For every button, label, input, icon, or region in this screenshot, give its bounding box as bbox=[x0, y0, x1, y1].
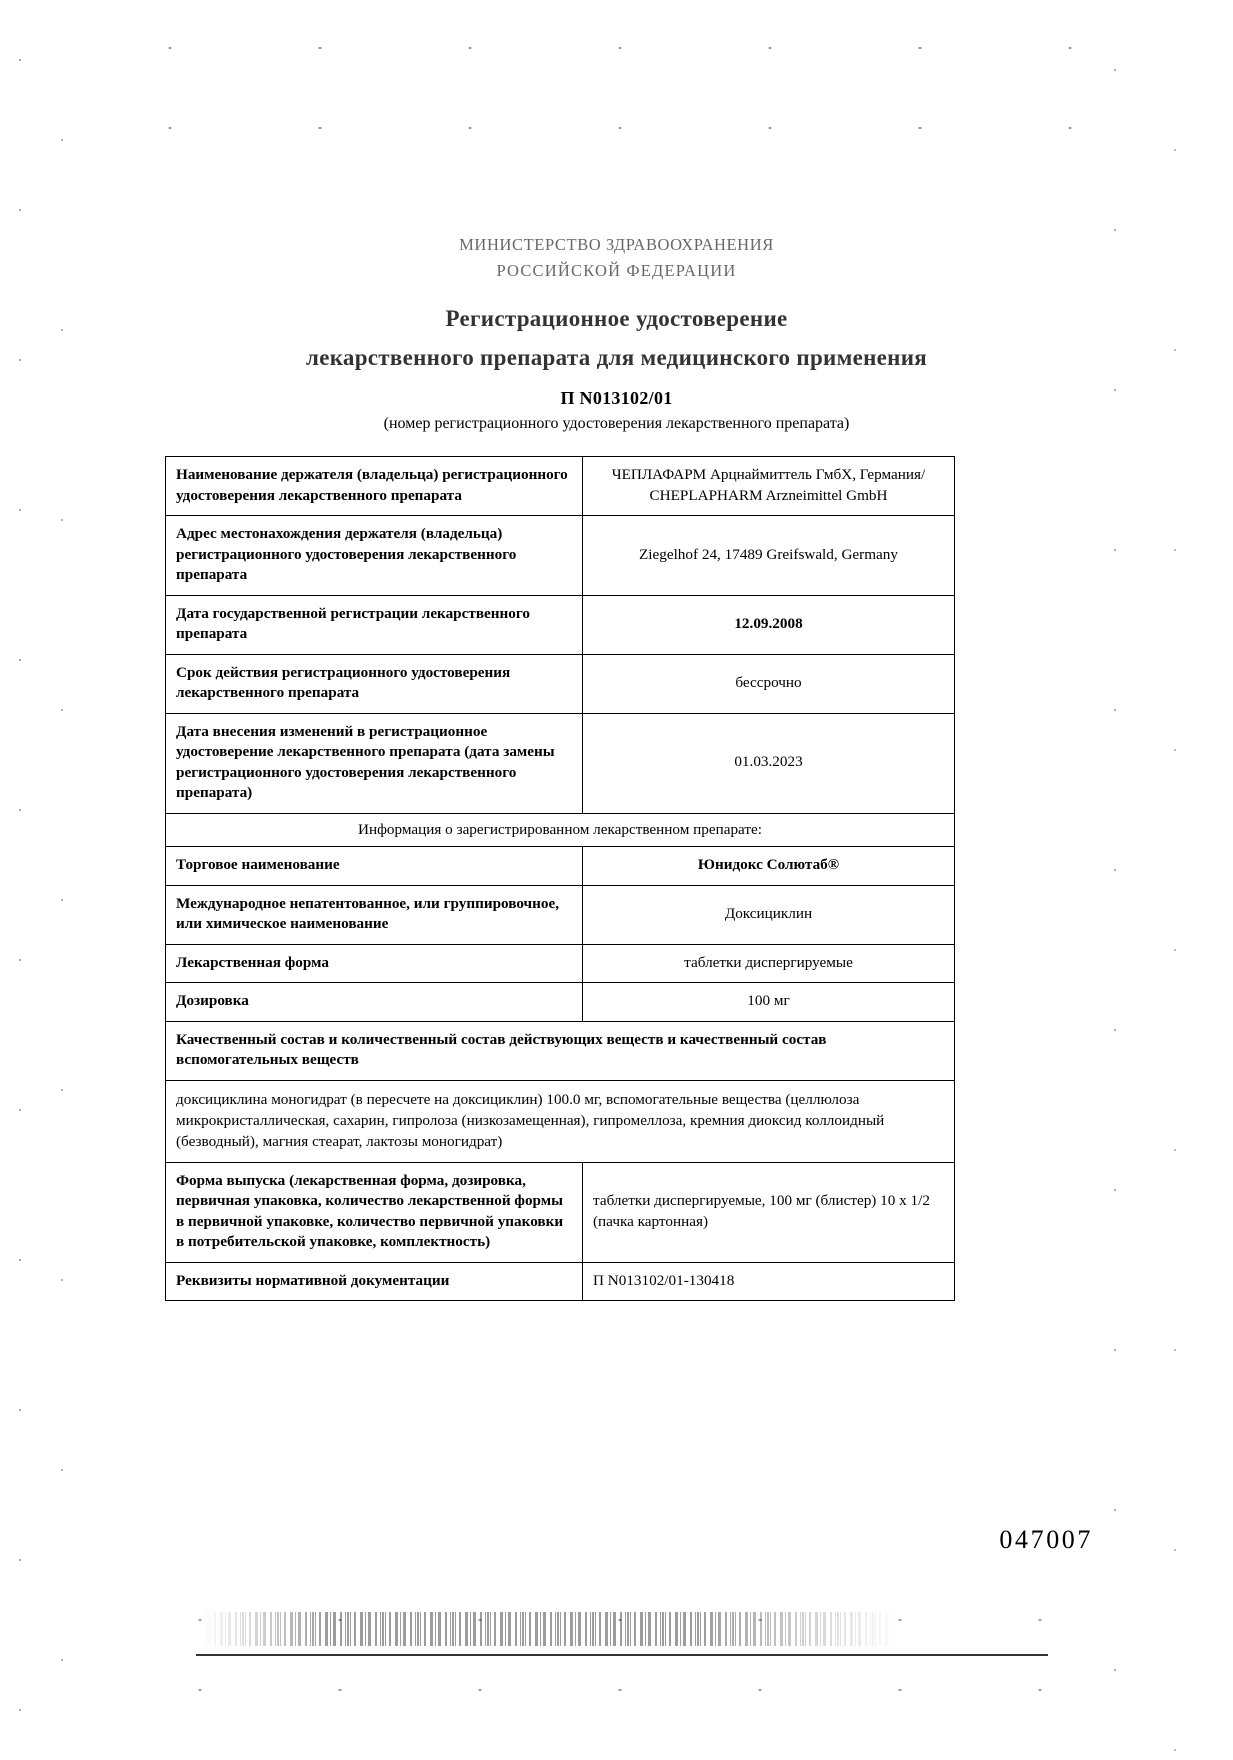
table-row bbox=[166, 847, 955, 886]
ministry-line-2: РОССИЙСКОЙ ФЕДЕРАЦИИ bbox=[496, 261, 737, 280]
table-row bbox=[166, 944, 955, 983]
row-value-registration-date: 12.09.2008 bbox=[583, 595, 955, 654]
bottom-horizontal-rule bbox=[196, 1654, 1048, 1656]
row-value-trade-name: Юнидокс Солютаб® bbox=[583, 847, 955, 886]
ministry-line-1: МИНИСТЕРСТВО ЗДРАВООХРАНЕНИЯ bbox=[459, 235, 774, 254]
table-row bbox=[166, 516, 955, 596]
row-value-dosage: 100 мг bbox=[583, 983, 955, 1022]
table-composition-text-row bbox=[166, 1080, 955, 1162]
row-label-validity-period: Срок действия регистрационного удостоверения лекарственного препарата bbox=[166, 654, 583, 713]
scan-noise-top bbox=[130, 28, 1100, 148]
registration-number: П N013102/01 bbox=[560, 388, 673, 408]
row-label-dosage: Дозировка bbox=[166, 983, 583, 1022]
table-row bbox=[166, 1162, 955, 1262]
ministry-heading bbox=[0, 232, 1233, 284]
row-value-validity-period: бессрочно bbox=[583, 654, 955, 713]
table-row bbox=[166, 713, 955, 813]
certificate-details-table bbox=[165, 456, 955, 1301]
registration-number-caption: (номер регистрационного удостоверения лекарственного препарата) bbox=[383, 415, 850, 432]
section-divider-label: Информация о зарегистрированном лекарственном препарате: bbox=[166, 813, 955, 847]
table-row bbox=[166, 457, 955, 516]
row-value-package-form: таблетки диспергируемые, 100 мг (блистер) 10 х 1/2 (пачка картонная) bbox=[583, 1162, 955, 1262]
scan-smear-bottom bbox=[200, 1612, 900, 1646]
row-label-trade-name: Торговое наименование bbox=[166, 847, 583, 886]
row-label-registration-date: Дата государственной регистрации лекарственного препарата bbox=[166, 595, 583, 654]
row-label-normative-docs: Реквизиты нормативной документации bbox=[166, 1262, 583, 1301]
table-row bbox=[166, 654, 955, 713]
table-section-divider-row bbox=[166, 813, 955, 847]
document-title-line-2: лекарственного препарата для медицинского применения bbox=[305, 345, 927, 370]
row-label-holder-name: Наименование держателя (владельца) регистрационного удостоверения лекарственного препарата bbox=[166, 457, 583, 516]
table-row bbox=[166, 885, 955, 944]
row-value-amendment-date: 01.03.2023 bbox=[583, 713, 955, 813]
composition-text: доксициклина моногидрат (в пересчете на доксициклин) 100.0 мг, вспомогательные вещества (целлюлоза микрокристаллическая, сахарин, гипролоза (низкозамещенная), гипромеллоза, кремния диоксид коллоидный (безводный), магния стеарат, лактозы моногидрат) bbox=[166, 1080, 955, 1162]
row-value-normative-docs: П N013102/01-130418 bbox=[583, 1262, 955, 1301]
row-value-holder-address: Ziegelhof 24, 17489 Greifswald, Germany bbox=[583, 516, 955, 596]
table-row bbox=[166, 595, 955, 654]
row-label-holder-address: Адрес местонахождения держателя (владельца) регистрационного удостоверения лекарственного препарата bbox=[166, 516, 583, 596]
table-row bbox=[166, 983, 955, 1022]
serial-number: 047007 bbox=[999, 1525, 1093, 1554]
table-row bbox=[166, 1262, 955, 1301]
row-value-inn: Доксициклин bbox=[583, 885, 955, 944]
row-value-dosage-form: таблетки диспергируемые bbox=[583, 944, 955, 983]
row-label-amendment-date: Дата внесения изменений в регистрационное удостоверение лекарственного препарата (дата замены регистрационного удостоверения лекарственного препарата) bbox=[166, 713, 583, 813]
row-label-package-form: Форма выпуска (лекарственная форма, дозировка, первичная упаковка, количество лекарственной формы в первичной упаковке, количество первичной упаковки в потребительской упаковке, комплектность) bbox=[166, 1162, 583, 1262]
row-value-holder-name: ЧЕПЛАФАРМ Арцнаймиттель ГмбХ, Германия/ CHEPLAPHARM Arzneimittel GmbH bbox=[583, 457, 955, 516]
table-composition-header-row bbox=[166, 1021, 955, 1080]
document-title-line-1: Регистрационное удостоверение bbox=[445, 306, 788, 331]
row-label-inn: Международное непатентованное, или группировочное, или химическое наименование bbox=[166, 885, 583, 944]
composition-header-label: Качественный состав и количественный состав действующих веществ и качественный состав вспомогательных веществ bbox=[166, 1021, 955, 1080]
row-label-dosage-form: Лекарственная форма bbox=[166, 944, 583, 983]
